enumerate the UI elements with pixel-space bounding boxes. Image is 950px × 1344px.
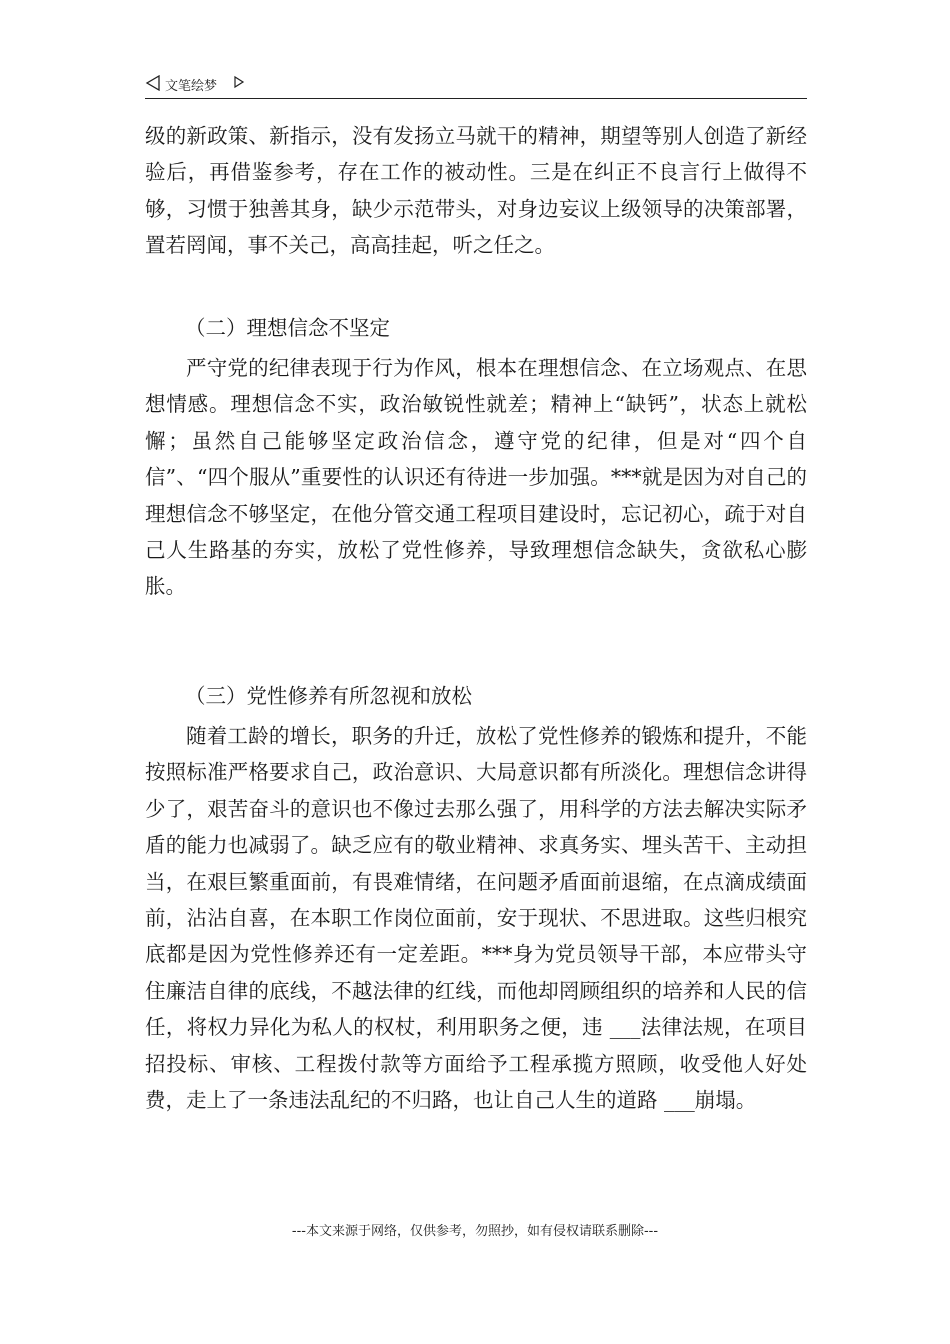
paragraph-3: 随着工龄的增长，职务的升迁，放松了党性修养的锻炼和提升，不能按照标准严格要求自己，政治意识、大局意识都有所淡化。理想信念讲得少了，艰苦奋斗的意识也不像过去那么强了，用科学的方法去解决实际矛盾的能力也减弱了。缺乏应有的敬业精神、求真务实、埋头苦干、主动担当，在艰巨繁重面前，有畏难情绪，在问题矛盾面前退缩，在点滴成绩面前，沾沾自喜，在本职工作岗位面前，安于现状、不思进取。这些归根究底都是因为党性修养还有一定差距。***身为党员领导干部，本应带头守住廉洁自律的底线，不越法律的红线，而他却罔顾组织的培养和人民的信任，将权力异化为私人的权杖，利用职务之便，违 ___法律法规，在项目招投标、审核、工程拨付款等方面给予工程承揽方照顾，收受他人好处费，走上了一条违法乱纪的不归路，也让自己人生的道路 ___崩塌。 xyxy=(145,724,807,1113)
triangle-right-icon xyxy=(233,75,245,89)
section-heading-3: （三）党性修养有所忽视和放松 xyxy=(185,684,472,708)
triangle-left-icon xyxy=(145,75,161,91)
section-heading-2: （二）理想信念不坚定 xyxy=(185,316,390,340)
page-header xyxy=(145,72,807,99)
footer-disclaimer: ---本文来源于网络，仅供参考，勿照抄，如有侵权请联系删除--- xyxy=(291,1224,659,1239)
paragraph-1: 级的新政策、新指示，没有发扬立马就干的精神，期望等别人创造了新经验后，再借鉴参考，存在工作的被动性。三是在纠正不良言行上做得不够，习惯于独善其身，缺少示范带头，对身边妄议上级领导的决策部署，置若罔闻，事不关己，高高挂起，听之任之。 xyxy=(145,124,807,258)
header-title: 文笔绘梦 xyxy=(165,79,218,94)
paragraph-2: 严守党的纪律表现于行为作风，根本在理想信念、在立场观点、在思想情感。理想信念不实，政治敏锐性就差；精神上“缺钙”，状态上就松懈；虽然自己能够坚定政治信念，遵守党的纪律，但是对“四个自信”、“四个服从”重要性的认识还有待进一步加强。***就是因为对自己的理想信念不够坚定，在他分管交通工程项目建设时，忘记初心，疏于对自己人生路基的夯实，放松了党性修养，导致理想信念缺失，贪欲私心膨胀。 xyxy=(145,356,807,599)
